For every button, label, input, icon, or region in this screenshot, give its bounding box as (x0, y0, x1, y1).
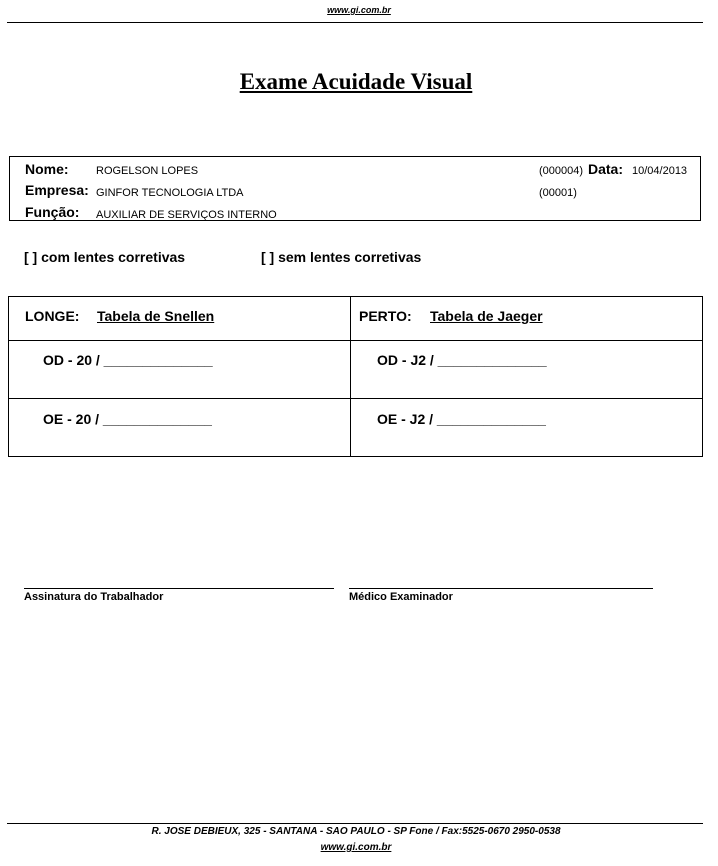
employee-info-box (9, 156, 701, 221)
worker-signature-line (24, 588, 334, 589)
snellen-chart-name: Tabela de Snellen (97, 308, 215, 324)
oe-perto-field[interactable]: OE - J2 / ______________ (377, 411, 546, 427)
com-lentes-option[interactable]: [ ] com lentes corretivas (24, 249, 186, 265)
page-title: Exame Acuidade Visual (239, 69, 473, 94)
header-divider (7, 22, 703, 23)
funcao-value: AUXILIAR DE SERVIÇOS INTERNO (96, 209, 277, 221)
empresa-value: GINFOR TECNOLOGIA LTDA (96, 187, 244, 199)
jaeger-chart-name: Tabela de Jaeger (430, 308, 543, 324)
empresa-code: (00001) (539, 187, 577, 199)
data-value: 10/04/2013 (632, 165, 688, 177)
table-row-divider-1 (9, 340, 702, 341)
footer-address: R. JOSE DEBIEUX, 325 - SANTANA - SAO PAULO - SP Fone / Fax:5525-0670 2950-0538 (151, 826, 561, 837)
footer-divider (7, 823, 703, 824)
data-label: Data: (588, 161, 624, 177)
table-column-divider (350, 297, 351, 456)
nome-label: Nome: (25, 161, 69, 177)
vision-test-table (8, 296, 703, 457)
nome-value: ROGELSON LOPES (96, 165, 199, 177)
longe-label: LONGE: (25, 308, 80, 324)
doctor-signature-line (349, 588, 653, 589)
od-perto-field[interactable]: OD - J2 / ______________ (377, 352, 547, 368)
doctor-signature-label: Médico Examinador (349, 591, 453, 603)
sem-lentes-option[interactable]: [ ] sem lentes corretivas (261, 249, 422, 265)
od-longe-field[interactable]: OD - 20 / ______________ (43, 352, 213, 368)
empresa-label: Empresa: (25, 182, 89, 198)
funcao-label: Função: (25, 204, 80, 220)
oe-longe-field[interactable]: OE - 20 / ______________ (43, 411, 212, 427)
nome-code: (000004) (539, 165, 584, 177)
perto-label: PERTO: (359, 308, 412, 324)
header-url[interactable]: www.gi.com.br (327, 5, 391, 15)
worker-signature-label: Assinatura do Trabalhador (24, 591, 164, 603)
footer-url[interactable]: www.gi.com.br (320, 842, 392, 853)
table-row-divider-2 (9, 398, 702, 399)
